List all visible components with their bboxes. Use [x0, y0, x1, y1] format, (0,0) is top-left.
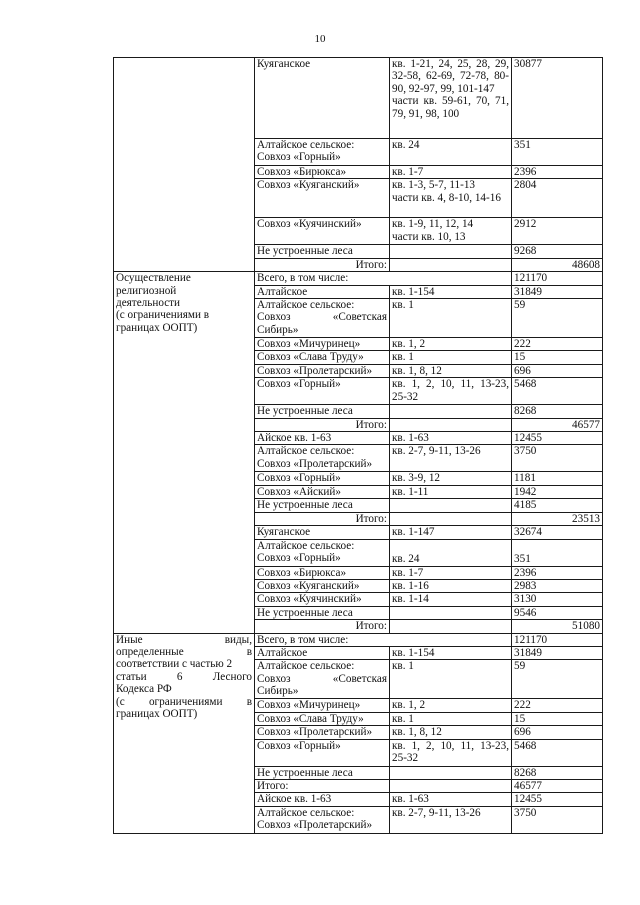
forestry-area-cell — [255, 179, 390, 218]
use-type-line: деятельности — [116, 297, 181, 310]
forestry-area-text: Совхоз «Пролетарский» — [257, 726, 373, 739]
forestry-area-cell — [255, 432, 390, 445]
area-value-cell — [512, 364, 603, 377]
area-value-cell — [512, 299, 603, 338]
forestry-area-text: Итого: — [257, 779, 289, 792]
area-value-text: 2396 — [514, 166, 537, 178]
forestry-area-cell — [255, 593, 390, 606]
forestry-area-cell — [255, 526, 390, 539]
area-value-cell — [512, 633, 603, 646]
area-value-cell — [512, 566, 603, 579]
forestry-area-text: Совхоз «Мичуринец» — [257, 699, 361, 712]
use-type-line: Осуществление — [116, 272, 191, 285]
forestry-area-text: Совхоз «Бирюкса» — [257, 166, 347, 178]
quarters-text: кв. 1-16 — [392, 579, 429, 592]
use-type-line: статьи 6 Лесного — [116, 670, 252, 683]
area-value-text: 30877 — [514, 58, 542, 70]
forestry-area-text: Алтайское сельское: Совхоз «Пролетарский» — [257, 806, 373, 832]
area-value-cell — [512, 378, 603, 405]
forestry-area-cell — [255, 539, 390, 566]
forestry-area-text: Итого: — [355, 418, 387, 431]
forestry-area-text: Совхоз «Бирюкса» — [257, 566, 347, 579]
table-row — [114, 633, 603, 646]
area-value-text: 2912 — [514, 218, 537, 231]
quarters-text: кв. 1-3, 5-7, 11-13 части кв. 4, 8-10, 14-16 — [392, 179, 501, 204]
quarters-text: кв. 1 — [392, 712, 414, 725]
area-value-cell — [512, 445, 603, 472]
forestry-area-text: Итого: — [355, 258, 387, 271]
forestry-area-cell — [255, 299, 390, 338]
area-value-cell — [512, 432, 603, 445]
area-value-text: 8268 — [514, 405, 537, 418]
forestry-area-text: Всего, в том числе: — [257, 272, 349, 285]
area-value-cell — [512, 499, 603, 512]
forestry-area-cell — [255, 726, 390, 739]
page-number: 10 — [314, 33, 326, 45]
area-value-text: 222 — [514, 699, 531, 712]
area-value-cell — [512, 539, 603, 566]
area-value-text: 2804 — [514, 179, 537, 192]
forestry-area-cell — [255, 338, 390, 351]
quarters-text: кв. 1, 2, 10, 11, 13-23, 25-32 — [392, 378, 509, 403]
quarters-text: кв. 1-21, 24, 25, 28, 29, 32-58, 62-69, 72-78, 80-90, 92-97, 99, 101-147 части кв. 59-61, 70, 71, 79, 91, 98, 100 — [392, 58, 509, 120]
forestry-area-cell — [255, 793, 390, 806]
quarters-cell — [390, 779, 512, 792]
area-value-cell — [512, 166, 603, 179]
quarters-cell — [390, 793, 512, 806]
area-value-cell — [512, 351, 603, 364]
forestry-area-cell — [255, 285, 390, 298]
use-type-line: (с ограничениями в — [116, 695, 252, 708]
forestry-area-text: Совхоз «Слава Труду» — [257, 351, 364, 364]
forestry-area-cell — [255, 660, 390, 699]
area-value-text: 4185 — [514, 499, 537, 512]
forestry-area-text: Алтайское сельское: Совхоз «Советская Сибирь» — [257, 660, 387, 698]
area-value-text: 46577 — [572, 418, 600, 431]
area-value-cell — [512, 338, 603, 351]
area-value-text: 3750 — [514, 806, 537, 819]
quarters-text: кв. 2-7, 9-11, 13-26 — [392, 445, 481, 458]
area-value-cell — [512, 485, 603, 498]
area-value-cell — [512, 620, 603, 633]
forestry-area-cell — [255, 606, 390, 619]
use-type-line: границах ООПТ) — [116, 321, 198, 334]
area-value-cell — [512, 726, 603, 739]
quarters-text: кв. 1-11 — [392, 485, 429, 498]
use-type-cell — [114, 272, 255, 633]
forestry-area-cell — [255, 579, 390, 592]
area-value-text: 1942 — [514, 485, 537, 498]
area-value-text: 696 — [514, 364, 531, 377]
area-value-text: 2983 — [514, 579, 537, 592]
area-value-cell — [512, 218, 603, 245]
use-type-line: Иные виды, — [116, 633, 252, 646]
quarters-cell — [390, 245, 512, 258]
forestry-area-text: Совхоз «Слава Труду» — [257, 712, 364, 725]
quarters-cell — [390, 166, 512, 179]
forestry-area-cell — [255, 418, 390, 431]
quarters-text: кв. 3-9, 12 — [392, 472, 441, 485]
area-value-text: 12455 — [514, 432, 542, 445]
area-value-text: 12455 — [514, 793, 542, 806]
forestry-area-cell — [255, 378, 390, 405]
forestry-area-cell — [255, 364, 390, 377]
quarters-cell — [390, 179, 512, 218]
forestry-area-text: Совхоз «Куячинский» — [257, 593, 362, 606]
area-value-text: 351 — [514, 139, 531, 151]
forestry-area-cell — [255, 258, 390, 271]
area-value-cell — [512, 793, 603, 806]
quarters-cell — [390, 606, 512, 619]
area-value-cell — [512, 739, 603, 766]
quarters-cell — [390, 364, 512, 377]
area-value-text: 9546 — [514, 606, 537, 619]
forestry-area-cell — [255, 712, 390, 725]
quarters-cell — [390, 699, 512, 712]
forestry-area-text: Алтайское — [257, 285, 308, 298]
quarters-text: кв. 1, 2, 10, 11, 13-23, 25-32 — [392, 739, 509, 764]
forestry-area-text: Алтайское сельское: Совхоз «Горный» — [257, 539, 355, 564]
quarters-cell — [390, 285, 512, 298]
use-type-line: соответствии с частью 2 — [116, 658, 233, 671]
area-value-cell — [512, 579, 603, 592]
quarters-text: кв. 1-63 — [392, 793, 429, 806]
area-value-text: 31849 — [514, 285, 542, 298]
quarters-cell — [390, 739, 512, 766]
forestry-area-cell — [255, 445, 390, 472]
forestry-area-cell — [255, 166, 390, 179]
forestry-area-text: Итого: — [355, 512, 387, 525]
area-value-cell — [512, 606, 603, 619]
area-value-cell — [512, 472, 603, 485]
area-value-text: 121170 — [514, 272, 548, 285]
use-type-line: определенные в — [116, 645, 252, 658]
area-value-text: 23513 — [572, 512, 600, 525]
quarters-cell — [390, 620, 512, 633]
area-value-cell — [512, 593, 603, 606]
area-value-cell — [512, 766, 603, 779]
forestry-area-text: Не устроенные леса — [257, 405, 353, 418]
area-value-text: 59 — [514, 299, 526, 312]
area-value-text: 121170 — [514, 633, 548, 646]
quarters-cell — [390, 485, 512, 498]
forestry-area-cell — [255, 806, 390, 833]
quarters-cell — [390, 712, 512, 725]
area-value-cell — [512, 258, 603, 271]
forestry-area-text: Итого: — [355, 620, 387, 633]
forestry-area-cell — [255, 566, 390, 579]
area-value-text: 51080 — [572, 620, 600, 633]
quarters-text: кв. 2-7, 9-11, 13-26 — [392, 806, 481, 819]
area-value-text: 3750 — [514, 445, 537, 458]
area-value-cell — [512, 660, 603, 699]
forestry-area-text: Не устроенные леса — [257, 245, 353, 258]
forestry-area-text: Не устроенные леса — [257, 499, 353, 512]
area-value-text: 48608 — [572, 258, 600, 271]
forestry-area-text: Совхоз «Куяганский» — [257, 579, 360, 592]
quarters-cell — [390, 593, 512, 606]
forestry-area-text: Совхоз «Айский» — [257, 485, 341, 498]
use-type-line: религиозной — [116, 284, 177, 297]
forestry-area-cell — [255, 405, 390, 418]
quarters-cell — [390, 766, 512, 779]
area-value-cell — [512, 245, 603, 258]
forestry-area-cell — [255, 218, 390, 245]
quarters-cell — [390, 338, 512, 351]
forestry-area-cell — [255, 699, 390, 712]
quarters-cell — [390, 218, 512, 245]
quarters-text: кв. 1, 8, 12 — [392, 364, 442, 377]
area-value-cell — [512, 806, 603, 833]
forestry-area-text: Не устроенные леса — [257, 606, 353, 619]
forestry-area-text: Совхоз «Горный» — [257, 739, 341, 752]
forestry-area-cell — [255, 472, 390, 485]
forestry-area-text: Совхоз «Мичуринец» — [257, 338, 361, 351]
table-row — [114, 272, 603, 285]
quarters-cell — [390, 566, 512, 579]
area-value-cell — [512, 712, 603, 725]
quarters-text: кв. 1, 2 — [392, 699, 426, 712]
area-value-text: 32674 — [514, 526, 542, 539]
area-value-text: 3130 — [514, 593, 537, 606]
area-value-cell — [512, 646, 603, 659]
area-value-text: 31849 — [514, 646, 542, 659]
forestry-area-text: Всего, в том числе: — [257, 633, 349, 646]
area-value-text: 696 — [514, 726, 531, 739]
quarters-text: кв. 1-7 — [392, 166, 424, 178]
area-value-text: 46577 — [514, 779, 542, 792]
forestry-area-text: Совхоз «Горный» — [257, 378, 341, 391]
quarters-text: кв. 24 — [392, 139, 420, 151]
area-value-text: 59 — [514, 660, 526, 673]
forestry-area-text: Совхоз «Куяганский» — [257, 179, 360, 192]
quarters-cell — [390, 726, 512, 739]
quarters-cell — [390, 58, 512, 139]
quarters-cell — [390, 806, 512, 833]
forestry-area-cell — [255, 512, 390, 525]
area-value-cell — [512, 405, 603, 418]
area-value-text: 2396 — [514, 566, 537, 579]
quarters-cell — [390, 258, 512, 271]
area-value-cell — [512, 418, 603, 431]
forestry-area-text: Алтайское сельское: Совхоз «Пролетарский» — [257, 445, 373, 470]
area-value-cell — [512, 58, 603, 139]
quarters-cell — [390, 526, 512, 539]
area-value-text: 351 — [514, 553, 531, 566]
forestry-area-text: Алтайское сельское: Совхоз «Горный» — [257, 139, 355, 164]
area-value-text: 9268 — [514, 245, 537, 258]
forestry-area-cell — [255, 499, 390, 512]
quarters-text: кв. 1-63 — [392, 432, 429, 445]
forestry-area-text: Алтайское сельское: Совхоз «Советская Сибирь» — [257, 299, 387, 336]
forestry-area-text: Айское кв. 1-63 — [257, 793, 332, 806]
area-value-text: 5468 — [514, 378, 537, 391]
forestry-area-text: Совхоз «Горный» — [257, 472, 341, 485]
forestry-area-cell — [255, 779, 390, 792]
quarters-cell — [390, 512, 512, 525]
quarters-text: кв. 1 — [392, 299, 414, 312]
quarters-cell — [390, 499, 512, 512]
forestry-area-cell — [255, 766, 390, 779]
quarters-text: кв. 1-154 — [392, 285, 435, 298]
quarters-cell — [390, 472, 512, 485]
quarters-cell — [390, 139, 512, 166]
area-value-text: 5468 — [514, 739, 537, 752]
quarters-cell — [390, 418, 512, 431]
table-row — [114, 58, 603, 139]
area-value-text: 15 — [514, 712, 526, 725]
use-type-line: Кодекса РФ — [116, 683, 172, 696]
quarters-cell — [390, 445, 512, 472]
forestry-area-cell — [255, 351, 390, 364]
use-type-line: (с ограничениями в — [116, 309, 210, 322]
area-value-text: 15 — [514, 351, 526, 364]
forestry-area-text: Совхоз «Куячинский» — [257, 218, 362, 231]
quarters-text: кв. 1-154 — [392, 646, 435, 659]
quarters-text: кв. 1, 2 — [392, 338, 426, 351]
area-value-cell — [512, 179, 603, 218]
quarters-cell — [390, 646, 512, 659]
forestry-area-cell — [255, 58, 390, 139]
quarters-text: кв. 1 — [392, 660, 414, 673]
forestry-area-text: Куяганское — [257, 526, 311, 539]
quarters-text: кв. 1-14 — [392, 593, 429, 606]
area-value-cell — [512, 779, 603, 792]
quarters-text: кв. 1 — [392, 351, 414, 364]
forestry-area-text: Куяганское — [257, 58, 311, 70]
quarters-cell — [390, 660, 512, 699]
forestry-area-cell — [255, 646, 390, 659]
area-value-text: 222 — [514, 338, 531, 351]
area-value-cell — [512, 526, 603, 539]
quarters-cell — [390, 579, 512, 592]
area-value-cell — [512, 512, 603, 525]
forestry-area-cell — [255, 245, 390, 258]
quarters-text: кв. 1-9, 11, 12, 14 части кв. 10, 13 — [392, 218, 474, 243]
quarters-text: кв. 1-147 — [392, 526, 435, 539]
quarters-cell — [390, 432, 512, 445]
forestry-area-text: Айское кв. 1-63 — [257, 432, 332, 445]
forestry-area-cell — [255, 139, 390, 166]
area-value-cell — [512, 699, 603, 712]
quarters-text: кв. 1, 8, 12 — [392, 726, 442, 739]
forestry-area-cell — [255, 272, 512, 285]
use-type-cell — [114, 633, 255, 833]
area-value-cell — [512, 285, 603, 298]
quarters-text: кв. 1-7 — [392, 566, 424, 579]
quarters-cell — [390, 378, 512, 405]
forestry-area-cell — [255, 739, 390, 766]
area-value-cell — [512, 272, 603, 285]
forest-use-table — [113, 57, 603, 834]
forestry-area-cell — [255, 633, 512, 646]
forestry-area-cell — [255, 485, 390, 498]
area-value-cell — [512, 139, 603, 166]
quarters-cell — [390, 405, 512, 418]
forestry-area-cell — [255, 620, 390, 633]
forestry-area-text: Алтайское — [257, 646, 308, 659]
quarters-text: кв. 24 — [392, 553, 420, 566]
use-type-cell — [114, 58, 255, 272]
scan-edge — [0, 0, 8, 905]
use-type-line: границах ООПТ) — [116, 707, 198, 720]
quarters-cell — [390, 351, 512, 364]
forestry-area-text: Не устроенные леса — [257, 766, 353, 779]
area-value-text: 1181 — [514, 472, 536, 485]
quarters-cell — [390, 299, 512, 338]
area-value-text: 8268 — [514, 766, 537, 779]
quarters-cell — [390, 539, 512, 566]
forestry-area-text: Совхоз «Пролетарский» — [257, 364, 373, 377]
